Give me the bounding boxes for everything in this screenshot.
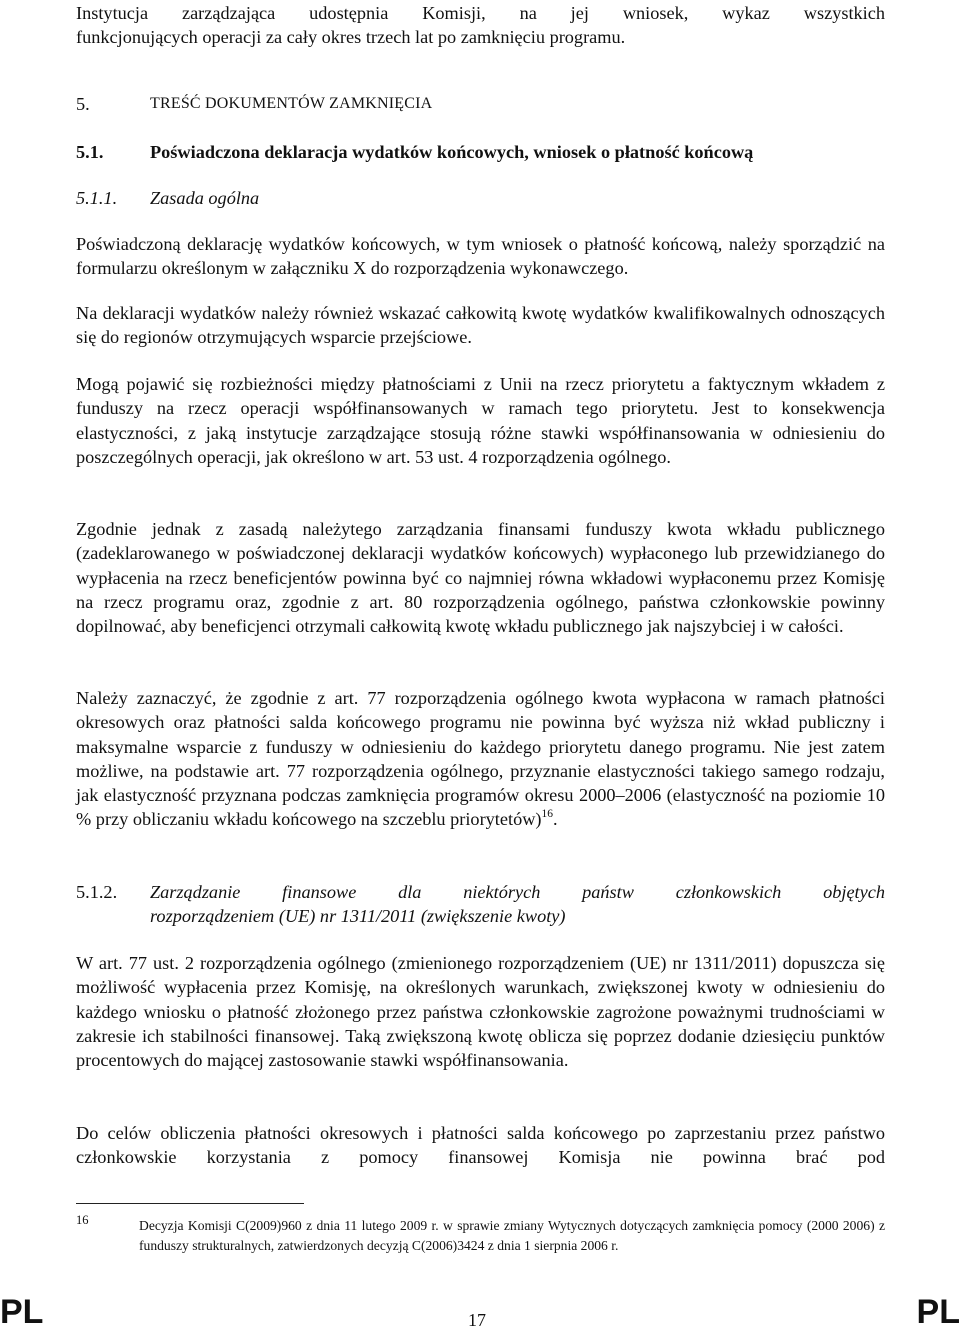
section-title: Poświadczona deklaracja wydatków końcowych, wniosek o płatność końcową xyxy=(150,142,754,162)
footnote-reference: 16 xyxy=(541,808,554,821)
section-title: Zasada ogólna xyxy=(150,188,260,208)
paragraph-6: W art. 77 ust. 2 rozporządzenia ogólnego (zmienionego rozporządzeniem (UE) nr 1311/2011) dopuszcza się możliwość wypłacenia przez Komisję, na określonych warunkach, zwiększonej kwoty w odniesieniu do każdego wniosku o płatność złożonego przez państwa członkowskie zagrożone poważnymi trudnościami w zakresie ich stabilności finansowej. Taką zwiększoną kwotę oblicza się poprzez dodanie dziesięciu punktów procentowych do mającej zastosowanie stawki współfinansowania. xyxy=(76,953,885,1071)
paragraph-2: Na deklaracji wydatków należy również wskazać całkowitą kwotę wydatków kwalifikowalnych odnoszących się do regionów otrzymujących wsparcie przejściowe. xyxy=(76,303,885,348)
paragraph-5 xyxy=(76,686,885,832)
paragraph-5-end: . xyxy=(553,809,558,830)
paragraph-5-text: Należy zaznaczyć, że zgodnie z art. 77 rozporządzenia ogólnego kwota wypłacona w ramach płatności okresowych oraz płatności salda końcowego programu nie powinna być wyższa niż wkład publiczny i maksymalne wsparcie z funduszy w odniesieniu do każdego priorytetu danego programu. Nie jest zatem możliwe, na podstawie art. 77 rozporządzenia ogólnego, przyznanie elastyczności takiego samego rodzaju, jak elastyczność przyznana podczas zamknięcia programów okresu 2000–2006 (elastyczność na poziomie 10 % przy obliczaniu wkładu końcowego na szczeblu priorytetów) xyxy=(76,688,885,830)
section-number: 5. xyxy=(76,94,90,114)
paragraph-7: Do celów obliczenia płatności okresowych i płatności salda końcowego po zaprzestaniu przez państwo członkowskie korzystania z pomocy finansowej Komisja nie powinna brać pod xyxy=(76,1123,885,1168)
section-5-1-2-heading xyxy=(76,880,885,930)
language-code-left: PL xyxy=(0,1293,44,1331)
paragraph-3: Mogą pojawić się rozbieżności między płatnościami z Unii na rzecz priorytetu a faktycznym wkładem z funduszy na rzecz operacji współfinansowanych w ramach tego priorytetu. Jest to konsekwencja elastyczności, z jaką instytucje zarządzające stosują różne stawki współfinansowania w odniesieniu do poszczególnych operacji, jak określono w art. 53 ust. 4 rozporządzenia ogólnego. xyxy=(76,374,885,467)
section-number: 5.1. xyxy=(76,142,104,162)
paragraph-1: Poświadczoną deklarację wydatków końcowych, w tym wniosek o płatność końcową, należy sporządzić na formularzu określonym w załączniku X do rozporządzenia wykonawczego. xyxy=(76,234,885,279)
footnote-number: 16 xyxy=(76,1213,89,1227)
language-code-right: PL xyxy=(916,1293,960,1331)
section-number: 5.1.1. xyxy=(76,188,118,208)
page-number: 17 xyxy=(468,1310,486,1330)
section-title-line-1: Zarządzanie finansowe dla niektórych państw członkowskich objętych xyxy=(150,882,885,902)
paragraph-4: Zgodnie jednak z zasadą należytego zarządzania finansami funduszy kwota wkładu publicznego (zadeklarowanego w poświadczonej deklaracji wydatków końcowych) wypłaconego lub przewidzianego do wypłacenia na rzecz beneficjentów powinna być co najmniej równa wkładowi wypłaconemu przez Komisję na rzecz programu oraz, zgodnie z art. 80 rozporządzenia ogólnego, państwa członkowskie powinny dopilnować, aby beneficjenci otrzymali całkowitą kwotę wkładu publicznego jak najszybciej i w całości. xyxy=(76,519,885,637)
footnote-separator xyxy=(76,1203,304,1204)
section-title-line-2: rozporządzeniem (UE) nr 1311/2011 (zwiększenie kwoty) xyxy=(150,906,566,926)
section-title: TREŚĆ DOKUMENTÓW ZAMKNIĘCIA xyxy=(150,95,433,112)
intro-line-2: funkcjonujących operacji za cały okres trzech lat po zamknięciu programu. xyxy=(76,27,626,47)
intro-line-1: Instytucja zarządzająca udostępnia Komisji, na jej wniosek, wykaz wszystkich xyxy=(76,3,885,23)
footnote-text: Decyzja Komisji C(2009)960 z dnia 11 lutego 2009 r. w sprawie zmiany Wytycznych dotyczących zamknięcia pomocy (2000 2006) z funduszy strukturalnych, zatwierdzonych decyzją C(2006)3424 z dnia 1 sierpnia 2006 r. xyxy=(139,1218,885,1253)
section-number: 5.1.2. xyxy=(76,882,118,902)
